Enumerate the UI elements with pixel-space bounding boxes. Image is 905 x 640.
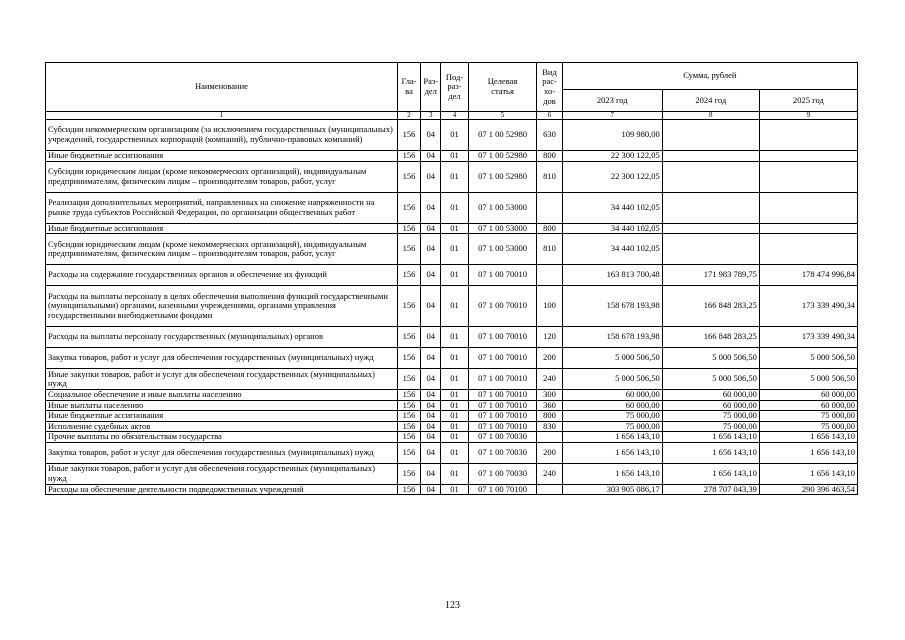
row-sum-2025: 1 656 143,10 <box>759 442 857 463</box>
row-sum-2025: 1 656 143,10 <box>759 463 857 484</box>
row-name: Расходы на содержание государственных органов и обеспечение их функций <box>46 265 398 286</box>
row-target: 07 1 00 70010 <box>468 421 537 432</box>
row-name: Иные выплаты населению <box>46 400 398 411</box>
row-podrazdel: 01 <box>441 348 468 369</box>
row-target: 07 1 00 70030 <box>468 463 537 484</box>
row-razdel: 04 <box>421 442 441 463</box>
table-row <box>46 223 858 234</box>
row-sum-2024: 166 848 283,25 <box>662 327 759 348</box>
row-name: Субсидии юридическим лицам (кроме некоммерческих организаций), индивидуальным предпринимателям, физическим лицам – производителям товаров, работ, услуг <box>46 161 398 192</box>
row-glava: 156 <box>397 484 420 495</box>
column-number: 9 <box>759 112 857 120</box>
table-row <box>46 151 858 162</box>
row-sum-2023: 75 000,00 <box>562 411 662 422</box>
row-podrazdel: 01 <box>441 400 468 411</box>
col-header-glava-text: Гла- ва <box>401 76 417 96</box>
row-vid <box>537 265 562 286</box>
row-podrazdel: 01 <box>441 432 468 443</box>
row-name: Прочие выплаты по обязательствам государства <box>46 432 398 443</box>
row-podrazdel: 01 <box>441 223 468 234</box>
row-target: 07 1 00 70010 <box>468 400 537 411</box>
col-header-name: Наименование <box>46 63 398 112</box>
row-sum-2025: 60 000,00 <box>759 400 857 411</box>
table-row <box>46 442 858 463</box>
row-sum-2023: 22 300 122,05 <box>562 151 662 162</box>
row-sum-2023: 22 300 122,05 <box>562 161 662 192</box>
column-number: 1 <box>46 112 398 120</box>
table-row <box>46 484 858 495</box>
row-sum-2025: 5 000 506,50 <box>759 348 857 369</box>
row-target: 07 1 00 52980 <box>468 151 537 162</box>
row-target: 07 1 00 70010 <box>468 348 537 369</box>
table-row <box>46 432 858 443</box>
row-vid: 240 <box>537 369 562 390</box>
column-number: 5 <box>468 112 537 120</box>
row-target: 07 1 00 70010 <box>468 327 537 348</box>
row-name: Расходы на выплаты персоналу в целях обеспечения выполнения функций государственными (муниципальными) органами, казенными учреждениями, органами управления государственными внебюджетными фондами <box>46 286 398 327</box>
row-razdel: 04 <box>421 192 441 223</box>
col-header-razdel-text: Раз- дел <box>423 76 439 96</box>
row-vid: 100 <box>537 286 562 327</box>
row-target: 07 1 00 70010 <box>468 369 537 390</box>
col-header-2024: 2024 год <box>662 90 759 112</box>
row-sum-2023: 303 905 086,17 <box>562 484 662 495</box>
row-sum-2024: 5 000 506,50 <box>662 369 759 390</box>
row-razdel: 04 <box>421 390 441 401</box>
row-glava: 156 <box>397 348 420 369</box>
table-body <box>46 120 858 495</box>
row-podrazdel: 01 <box>441 286 468 327</box>
row-sum-2023: 5 000 506,50 <box>562 369 662 390</box>
row-podrazdel: 01 <box>441 421 468 432</box>
row-sum-2025: 173 339 490,34 <box>759 286 857 327</box>
row-sum-2025 <box>759 223 857 234</box>
table-row <box>46 400 858 411</box>
row-sum-2024: 1 656 143,10 <box>662 432 759 443</box>
row-podrazdel: 01 <box>441 151 468 162</box>
row-sum-2023: 60 000,00 <box>562 400 662 411</box>
row-sum-2024 <box>662 161 759 192</box>
row-podrazdel: 01 <box>441 369 468 390</box>
row-target: 07 1 00 70010 <box>468 265 537 286</box>
row-target: 07 1 00 70030 <box>468 432 537 443</box>
row-vid: 800 <box>537 151 562 162</box>
row-vid: 630 <box>537 120 562 151</box>
row-sum-2024 <box>662 223 759 234</box>
row-vid: 830 <box>537 421 562 432</box>
row-podrazdel: 01 <box>441 265 468 286</box>
row-target: 07 1 00 52980 <box>468 161 537 192</box>
row-sum-2025 <box>759 234 857 265</box>
row-sum-2024: 75 000,00 <box>662 411 759 422</box>
column-number-row <box>46 112 858 120</box>
row-target: 07 1 00 53000 <box>468 223 537 234</box>
row-name: Социальное обеспечение и иные выплаты населению <box>46 390 398 401</box>
row-sum-2025: 1 656 143,10 <box>759 432 857 443</box>
row-name: Иные бюджетные ассигнования <box>46 151 398 162</box>
row-name: Закупка товаров, работ и услуг для обеспечения государственных (муниципальных) нужд <box>46 348 398 369</box>
row-name: Реализация дополнительных мероприятий, направленных на снижение напряженности на рынке труда субъектов Российской Федерации, по организации общественных работ <box>46 192 398 223</box>
column-number: 7 <box>562 112 662 120</box>
row-razdel: 04 <box>421 223 441 234</box>
row-sum-2024: 166 848 283,25 <box>662 286 759 327</box>
row-sum-2024: 60 000,00 <box>662 390 759 401</box>
row-razdel: 04 <box>421 327 441 348</box>
col-header-vid-text: Вид рас- хо- дов <box>542 66 557 106</box>
row-sum-2024: 278 707 043,39 <box>662 484 759 495</box>
row-target: 07 1 00 70010 <box>468 411 537 422</box>
row-sum-2023: 158 678 193,98 <box>562 327 662 348</box>
row-sum-2024: 60 000,00 <box>662 400 759 411</box>
row-glava: 156 <box>397 161 420 192</box>
table-row <box>46 463 858 484</box>
row-podrazdel: 01 <box>441 442 468 463</box>
row-vid: 360 <box>537 400 562 411</box>
row-razdel: 04 <box>421 234 441 265</box>
row-glava: 156 <box>397 120 420 151</box>
table-row <box>46 161 858 192</box>
row-sum-2023: 158 678 193,98 <box>562 286 662 327</box>
col-header-target <box>468 63 537 112</box>
row-glava: 156 <box>397 463 420 484</box>
row-sum-2025 <box>759 120 857 151</box>
row-glava: 156 <box>397 411 420 422</box>
row-target: 07 1 00 70010 <box>468 390 537 401</box>
row-razdel: 04 <box>421 400 441 411</box>
row-sum-2025: 60 000,00 <box>759 390 857 401</box>
row-vid: 810 <box>537 234 562 265</box>
row-razdel: 04 <box>421 120 441 151</box>
row-razdel: 04 <box>421 421 441 432</box>
row-target: 07 1 00 70030 <box>468 442 537 463</box>
row-podrazdel: 01 <box>441 161 468 192</box>
row-glava: 156 <box>397 400 420 411</box>
row-razdel: 04 <box>421 151 441 162</box>
row-glava: 156 <box>397 234 420 265</box>
row-podrazdel: 01 <box>441 484 468 495</box>
column-number: 8 <box>662 112 759 120</box>
col-header-podrazdel <box>441 63 468 112</box>
row-sum-2024 <box>662 120 759 151</box>
column-number: 4 <box>441 112 468 120</box>
row-sum-2025: 5 000 506,50 <box>759 369 857 390</box>
row-sum-2024: 75 000,00 <box>662 421 759 432</box>
row-sum-2024: 1 656 143,10 <box>662 463 759 484</box>
row-podrazdel: 01 <box>441 234 468 265</box>
row-vid: 800 <box>537 411 562 422</box>
row-razdel: 04 <box>421 411 441 422</box>
column-number: 6 <box>537 112 562 120</box>
row-sum-2025: 75 000,00 <box>759 421 857 432</box>
row-sum-2025 <box>759 151 857 162</box>
row-podrazdel: 01 <box>441 390 468 401</box>
row-sum-2025: 178 474 996,84 <box>759 265 857 286</box>
row-sum-2025: 290 396 463,54 <box>759 484 857 495</box>
table-row <box>46 327 858 348</box>
row-razdel: 04 <box>421 369 441 390</box>
row-target: 07 1 00 53000 <box>468 192 537 223</box>
row-sum-2024: 171 983 789,75 <box>662 265 759 286</box>
row-vid: 240 <box>537 463 562 484</box>
table-row <box>46 120 858 151</box>
row-vid: 300 <box>537 390 562 401</box>
row-sum-2023: 34 440 102,05 <box>562 192 662 223</box>
row-sum-2023: 1 656 143,10 <box>562 463 662 484</box>
row-glava: 156 <box>397 390 420 401</box>
table-row <box>46 192 858 223</box>
table-row <box>46 390 858 401</box>
row-razdel: 04 <box>421 484 441 495</box>
row-vid: 120 <box>537 327 562 348</box>
row-name: Иные закупки товаров, работ и услуг для обеспечения государственных (муниципальных) нужд <box>46 369 398 390</box>
row-vid <box>537 432 562 443</box>
row-glava: 156 <box>397 223 420 234</box>
table-row <box>46 286 858 327</box>
page-number: 123 <box>445 600 460 611</box>
row-sum-2023: 1 656 143,10 <box>562 442 662 463</box>
row-sum-2023: 34 440 102,05 <box>562 223 662 234</box>
row-sum-2023: 75 000,00 <box>562 421 662 432</box>
row-sum-2025 <box>759 161 857 192</box>
row-name: Закупка товаров, работ и услуг для обеспечения государственных (муниципальных) нужд <box>46 442 398 463</box>
col-header-2025: 2025 год <box>759 90 857 112</box>
table-row <box>46 411 858 422</box>
row-sum-2024 <box>662 192 759 223</box>
row-target: 07 1 00 53000 <box>468 234 537 265</box>
row-sum-2024: 5 000 506,50 <box>662 348 759 369</box>
row-vid: 200 <box>537 348 562 369</box>
table-row <box>46 234 858 265</box>
row-glava: 156 <box>397 442 420 463</box>
row-sum-2023: 1 656 143,10 <box>562 432 662 443</box>
row-podrazdel: 01 <box>441 192 468 223</box>
row-vid <box>537 192 562 223</box>
row-podrazdel: 01 <box>441 463 468 484</box>
row-razdel: 04 <box>421 161 441 192</box>
row-podrazdel: 01 <box>441 120 468 151</box>
column-number: 2 <box>397 112 420 120</box>
row-target: 07 1 00 70010 <box>468 286 537 327</box>
row-name: Расходы на выплаты персоналу государственных (муниципальных) органов <box>46 327 398 348</box>
table-row <box>46 265 858 286</box>
row-glava: 156 <box>397 432 420 443</box>
row-sum-2024 <box>662 234 759 265</box>
row-razdel: 04 <box>421 432 441 443</box>
row-target: 07 1 00 70100 <box>468 484 537 495</box>
row-sum-2023: 5 000 506,50 <box>562 348 662 369</box>
row-sum-2023: 60 000,00 <box>562 390 662 401</box>
row-vid: 200 <box>537 442 562 463</box>
row-sum-2025: 173 339 490,34 <box>759 327 857 348</box>
row-glava: 156 <box>397 369 420 390</box>
row-sum-2025 <box>759 192 857 223</box>
col-header-podrazdel-text: Под- раз- дел <box>445 71 464 101</box>
row-name: Расходы на обеспечение деятельности подведомственных учреждений <box>46 484 398 495</box>
row-name: Исполнение судебных актов <box>46 421 398 432</box>
col-header-2023: 2023 год <box>562 90 662 112</box>
row-name: Иные бюджетные ассигнования <box>46 223 398 234</box>
row-name: Субсидии некоммерческим организациям (за исключением государственных (муниципальных) учреждений, государственных корпораций (компаний), публично-правовых компаний) <box>46 120 398 151</box>
row-sum-2025: 75 000,00 <box>759 411 857 422</box>
row-sum-2024: 1 656 143,10 <box>662 442 759 463</box>
row-razdel: 04 <box>421 463 441 484</box>
table-row <box>46 369 858 390</box>
row-name: Иные бюджетные ассигнования <box>46 411 398 422</box>
row-vid: 810 <box>537 161 562 192</box>
row-razdel: 04 <box>421 265 441 286</box>
col-header-target-text: Целевая статья <box>487 76 518 96</box>
row-glava: 156 <box>397 265 420 286</box>
row-vid <box>537 484 562 495</box>
row-razdel: 04 <box>421 286 441 327</box>
table-row <box>46 348 858 369</box>
col-header-razdel <box>421 63 441 112</box>
column-number: 3 <box>421 112 441 120</box>
row-sum-2023: 163 813 700,48 <box>562 265 662 286</box>
row-glava: 156 <box>397 286 420 327</box>
row-podrazdel: 01 <box>441 327 468 348</box>
col-header-sum: Сумма, рублей <box>562 63 857 90</box>
col-header-vid <box>537 63 562 112</box>
table-row <box>46 421 858 432</box>
row-name: Иные закупки товаров, работ и услуг для обеспечения государственных (муниципальных) нужд <box>46 463 398 484</box>
row-vid: 800 <box>537 223 562 234</box>
row-glava: 156 <box>397 327 420 348</box>
row-podrazdel: 01 <box>441 411 468 422</box>
row-sum-2024 <box>662 151 759 162</box>
row-sum-2023: 34 440 102,05 <box>562 234 662 265</box>
row-razdel: 04 <box>421 348 441 369</box>
row-glava: 156 <box>397 192 420 223</box>
row-glava: 156 <box>397 421 420 432</box>
col-header-glava <box>397 63 420 112</box>
row-target: 07 1 00 52980 <box>468 120 537 151</box>
budget-table <box>45 62 858 495</box>
row-name: Субсидии юридическим лицам (кроме некоммерческих организаций), индивидуальным предпринимателям, физическим лицам – производителям товаров, работ, услуг <box>46 234 398 265</box>
row-glava: 156 <box>397 151 420 162</box>
row-sum-2023: 109 980,00 <box>562 120 662 151</box>
